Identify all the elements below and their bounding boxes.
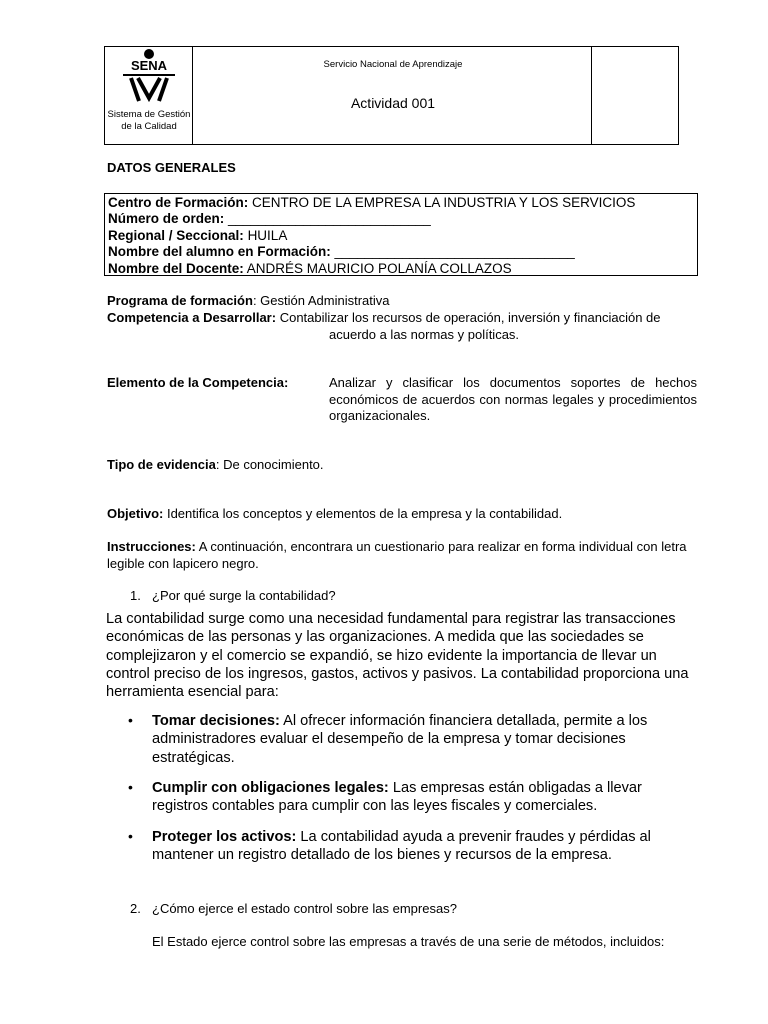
evidencia-label: Tipo de evidencia — [107, 457, 216, 472]
logo-caption: Sistema de Gestión de la Calidad — [107, 109, 191, 132]
general-data-box — [104, 193, 698, 276]
activity-title: Actividad 001 — [350, 95, 436, 111]
field-regional — [108, 228, 697, 244]
logo-wordmark: SENA — [130, 58, 168, 73]
field-value: ___________________________ — [228, 211, 431, 227]
question-number: 1. — [130, 588, 141, 603]
bullet-item-activos — [152, 828, 692, 865]
sena-logo-icon — [105, 47, 193, 107]
field-value: HUILA — [247, 227, 288, 243]
answer-paragraph: El Estado ejerce control sobre las empresas a través de una serie de métodos, incluidos: — [152, 934, 665, 949]
question-number: 2. — [130, 901, 141, 916]
field-label: Centro de Formación: — [108, 195, 249, 210]
field-value: ANDRÉS MAURICIO POLANÍA COLLAZOS — [246, 260, 512, 276]
service-name: Servicio Nacional de Aprendizaje — [323, 59, 463, 70]
bullet-icon: • — [128, 712, 133, 728]
bullet-text: La contabilidad ayuda a prevenir fraudes y pérdidas al mantener un registro detallado de los bienes y recursos de la empresa. — [152, 829, 651, 864]
section-title: DATOS GENERALES — [107, 160, 236, 175]
bullet-title: Proteger los activos: — [152, 829, 297, 845]
question-text: ¿Por qué surge la contabilidad? — [152, 588, 336, 603]
competencia-value: Contabilizar los recursos de operación, inversión y financiación de — [279, 310, 661, 325]
instrucciones-label: Instrucciones: — [107, 539, 196, 554]
field-numero-orden — [108, 211, 697, 227]
field-centro — [108, 195, 697, 211]
header-blank-cell — [591, 47, 678, 144]
field-label: Nombre del alumno en Formación: — [108, 244, 331, 260]
document-header — [104, 46, 679, 145]
evidencia-value: : De conocimiento. — [215, 457, 324, 472]
elemento-value: Analizar y clasificar los documentos soportes de hechos económicos de acuerdos con normas legales y procedimientos organizacionales. — [329, 375, 697, 423]
competencia-line — [107, 310, 661, 327]
field-label: Número de orden: — [108, 211, 225, 227]
instrucciones-value: A continuación, encontrara un cuestionario para realizar en forma individual con letra legible con lapicero negro. — [107, 539, 687, 571]
bullet-text: Al ofrecer información financiera detallada, permite a los administradores evaluar el desempeño de la empresa y tomar decisiones estratégicas. — [152, 713, 648, 766]
program-value: : Gestión Administrativa — [252, 293, 390, 308]
bullet-icon: • — [128, 828, 133, 844]
program-line — [107, 293, 390, 310]
bullet-title: Tomar decisiones: — [152, 713, 280, 729]
field-value: CENTRO DE LA EMPRESA LA INDUSTRIA Y LOS SERVICIOS — [252, 195, 636, 210]
program-label: Programa de formación — [107, 293, 253, 308]
objetivo-line — [107, 506, 562, 523]
elemento-label: Elemento de la Competencia: — [107, 375, 289, 390]
bullet-item-obligaciones — [152, 779, 692, 816]
instrucciones-paragraph — [107, 539, 697, 572]
bullet-title: Cumplir con obligaciones legales: — [152, 780, 389, 796]
objetivo-label: Objetivo: — [107, 506, 164, 521]
field-alumno — [108, 244, 697, 260]
bullet-item-decisiones — [152, 712, 692, 767]
bullet-text: Las empresas están obligadas a llevar registros contables para cumplir con las leyes fiscales y comerciales. — [152, 780, 642, 815]
field-label: Nombre del Docente: — [108, 260, 244, 276]
objetivo-value: Identifica los conceptos y elementos de la empresa y la contabilidad. — [163, 506, 563, 521]
bullet-icon: • — [128, 779, 133, 795]
answer-paragraph: La contabilidad surge como una necesidad fundamental para registrar las transacciones económicas de las personas y las organizaciones. A medida que las sociedades se complejizaron y el comercio se expandió, se hizo evidente la importancia de llevar un control preciso de los ingresos, gastos, activos y pasivos. La contabilidad proporciona una herramienta esencial para: — [106, 611, 689, 701]
field-docente — [108, 261, 697, 277]
sena-logo-cell — [105, 47, 193, 144]
evidencia-line — [107, 457, 324, 474]
competencia-value-cont: acuerdo a las normas y políticas. — [329, 327, 520, 342]
field-value: ________________________________ — [334, 244, 575, 260]
competencia-label: Competencia a Desarrollar: — [107, 310, 277, 325]
question-text: ¿Cómo ejerce el estado control sobre las empresas? — [152, 901, 457, 916]
field-label: Regional / Seccional: — [108, 227, 244, 243]
